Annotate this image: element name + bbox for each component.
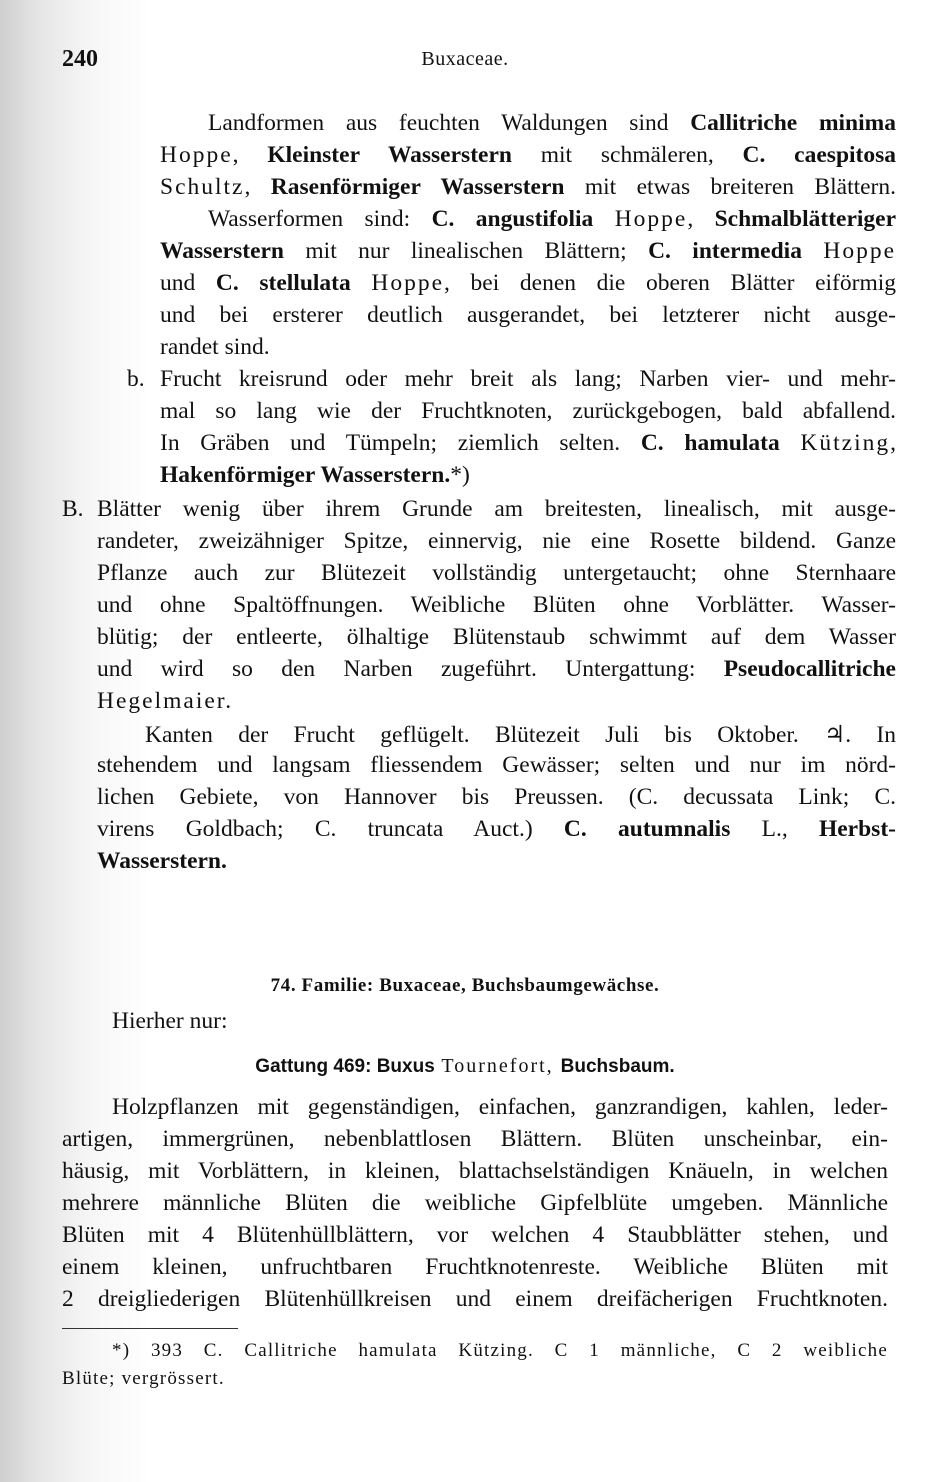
text-line: blütig; der entleerte, ölhaltige Blütenstaub schwimmt auf dem Wasser (97, 624, 896, 650)
text-line: Blüten mit 4 Blütenhüllblättern, vor welchen 4 Staubblätter stehen, und (62, 1222, 888, 1248)
text-line: mal so lang wie der Fruchtknoten, zurückgebogen, bald abfallend. (160, 398, 896, 424)
text-line: Schultz, Rasenförmiger Wasserstern mit etwas breiteren Blättern. (160, 174, 897, 200)
item-marker: b. (127, 366, 145, 392)
text-line: Blätter wenig über ihrem Grunde am breitesten, linealisch, mit ausge- (97, 496, 896, 522)
text-line: artigen, immergrünen, nebenblattlosen Blättern. Blüten unscheinbar, ein- (62, 1126, 888, 1152)
text-line: und bei ersterer deutlich ausgerandet, bei letzterer nicht ausge- (160, 302, 896, 328)
footnote-rule (62, 1328, 238, 1329)
page-number: 240 (62, 46, 98, 72)
text-line: Hegelmaier. (97, 688, 234, 714)
text-line: Holzpflanzen mit gegenständigen, einfachen, ganzrandigen, kahlen, leder- (112, 1094, 888, 1120)
family-heading: 74. Familie: Buxaceae, Buchsbaumgewächse. (270, 975, 660, 996)
text-line: Hakenförmiger Wasserstern.*) (160, 462, 470, 488)
text-line: Wasserstern mit nur linealischen Blättern; C. intermedia Hoppe (160, 238, 896, 264)
text-line: Hoppe, Kleinster Wasserstern mit schmäleren, C. caespitosa (160, 142, 897, 168)
text-line: virens Goldbach; C. truncata Auct.) C. autumnalis L., Herbst- (97, 816, 896, 842)
genus-heading: Gattung 469: Buxus Tournefort, Buchsbaum. (255, 1055, 675, 1077)
text-line: Wasserformen sind: C. angustifolia Hoppe, Schmalblätteriger (208, 206, 897, 232)
text-line: häusig, mit Vorblättern, in kleinen, blattachselständigen Knäueln, in welchen (62, 1158, 888, 1184)
text-line: Pflanze auch zur Blütezeit vollständig untergetaucht; ohne Sternhaare (97, 560, 896, 586)
footnote-line: Blüte; vergrössert. (62, 1368, 225, 1389)
text-line: Frucht kreisrund oder mehr breit als lang; Narben vier- und mehr- (160, 366, 896, 392)
text-line: 2 dreigliederigen Blütenhüllkreisen und einem dreifächerigen Fruchtknoten. (62, 1286, 888, 1312)
text-line: randeter, zweizähniger Spitze, einnervig, nie eine Rosette bildend. Ganze (97, 528, 896, 554)
text-line: und ohne Spaltöffnungen. Weibliche Blüten ohne Vorblätter. Wasser- (97, 592, 896, 618)
page-header (0, 46, 930, 76)
text-line: und C. stellulata Hoppe, bei denen die oberen Blätter eiförmig (160, 270, 897, 296)
text-line: In Gräben und Tümpeln; ziemlich selten. C. hamulata Kützing, (160, 430, 897, 456)
text-line: einem kleinen, unfruchtbaren Fruchtknotenreste. Weibliche Blüten mit (62, 1254, 888, 1280)
text-line: lichen Gebiete, von Hannover bis Preussen. (C. decussata Link; C. (97, 784, 896, 810)
item-marker: B. (62, 496, 84, 522)
text-line: mehrere männliche Blüten die weibliche Gipfelblüte umgeben. Männliche (62, 1190, 888, 1216)
family-intro: Hierher nur: (112, 1008, 228, 1034)
running-title: Buxaceae. (421, 48, 509, 70)
text-line: Kanten der Frucht geflügelt. Blütezeit Juli bis Oktober. ♃. In (145, 722, 896, 748)
text-line: Landformen aus feuchten Waldungen sind Callitriche minima (208, 110, 896, 136)
text-line: stehendem und langsam fliessendem Gewässer; selten und nur im nörd- (97, 752, 896, 778)
footnote-line: *) 393 C. Callitriche hamulata Kützing. C 1 männliche, C 2 weibliche (112, 1340, 888, 1361)
text-line: und wird so den Narben zugeführt. Untergattung: Pseudocallitriche (97, 656, 896, 682)
text-line: Wasserstern. (97, 848, 227, 874)
text-line: randet sind. (160, 334, 270, 360)
